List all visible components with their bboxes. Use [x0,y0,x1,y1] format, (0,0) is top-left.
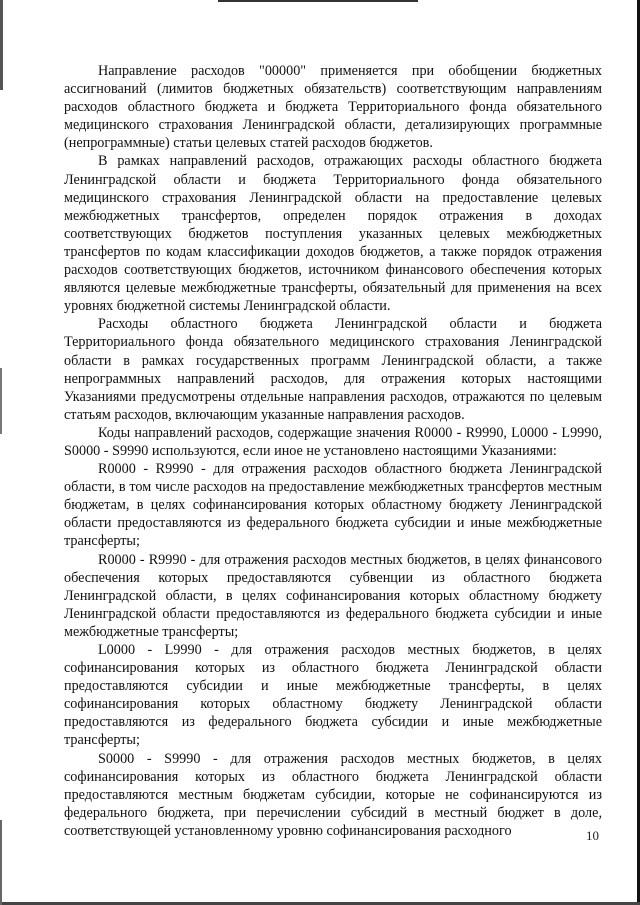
paragraph: Расходы областного бюджета Ленинградской области и бюджета Территориального фонда обязательного медицинского страхования Ленинградской области в рамках государственных программ Ленинградской области, а также непрограммных направлений расходов, для отражения которых настоящими Указаниями предусмотрены отдельные направления расходов, отражаются по целевым статьям расходов, включающим указанные направления расходов. [64,316,602,423]
page-number: 10 [586,828,599,843]
paragraph: R0000 - R9990 - для отражения расходов областного бюджета Ленинградской области, в том числе расходов на предоставление межбюджетных трансфертов местным бюджетам, в целях софинансирования которых областному бюджету Ленинградской области предоставляются из федерального бюджета субсидии и иные межбюджетные трансферты; [64,461,602,550]
document-body [64,62,602,840]
paragraph: R0000 - R9990 - для отражения расходов местных бюджетов, в целях финансового обеспечения которых предоставляются субвенции из областного бюджета Ленинградской области, в целях софинансирования которых областному бюджету Ленинградской области предоставляются из федерального бюджета субсидии и иные межбюджетные трансферты; [64,551,602,640]
scan-edge-mark [0,368,2,434]
paragraph: Коды направлений расходов, содержащие значения R0000 - R9990, L0000 - L9990, S0000 - S9990 используются, если иное не установлено настоящими Указаниями: [64,424,602,459]
paragraph: S0000 - S9990 - для отражения расходов местных бюджетов, в целях софинансирования которых из областного бюджета Ленинградской области предоставляются местным бюджетам субсидии, которые не софинансируются из федерального бюджета, при перечислении субсидий в местный бюджет в доле, соответствующей установленному уровню софинансирования расходного [64,750,602,839]
scan-edge-mark [218,0,418,2]
paragraph: L0000 - L9990 - для отражения расходов местных бюджетов, в целях софинансирования которых из областного бюджета Ленинградской области предоставляются субсидии и иные межбюджетные трансферты, в целях софинансирования которых областному бюджету Ленинградской области предоставляются из федерального бюджета субсидии и иные межбюджетные трансферты; [64,642,602,749]
scan-edge-mark [0,820,2,905]
paragraph: Направление расходов "00000" применяется при обобщении бюджетных ассигнований (лимитов бюджетных обязательств) соответствующим направлениям расходов областного бюджета и бюджета Территориального фонда обязательного медицинского страхования Ленинградской области, детализирующих программные (непрограммные) статьи целевых статей расходов бюджетов. [64,63,602,152]
paragraph: В рамках направлений расходов, отражающих расходы областного бюджета Ленинградской области и бюджета Территориального фонда обязательного медицинского страхования Ленинградской области на предоставление целевых межбюджетных трансфертов, определен порядок отражения в доходах соответствующих бюджетов поступления указанных целевых межбюджетных трансфертов по кодам классификации доходов бюджетов, а также порядок отражения расходов соответствующих бюджетов, источником финансового обеспечения которых являются целевые межбюджетные трансферты, обязательный для применения на всех уровнях бюджетной системы Ленинградской области. [64,153,602,315]
scan-edge-mark [0,0,3,90]
